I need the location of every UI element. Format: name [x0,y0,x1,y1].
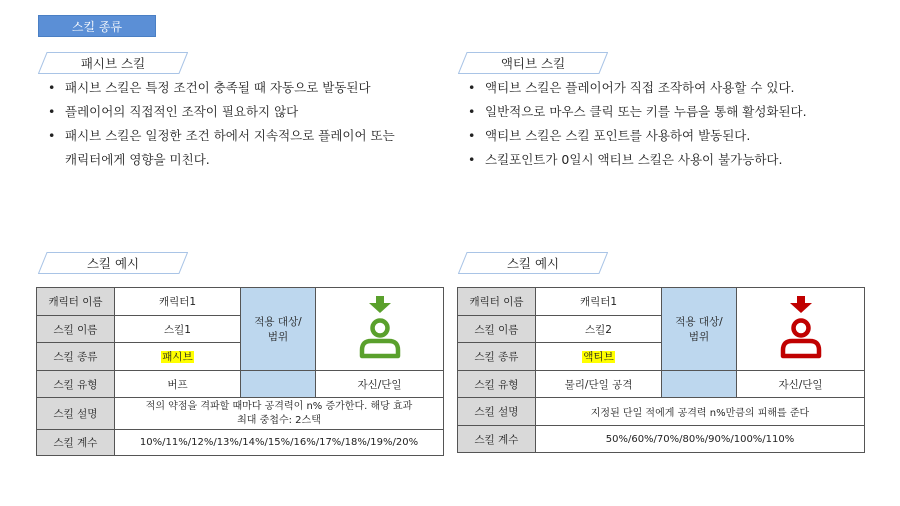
target-label: 적용 대상/ 범위 [241,288,316,371]
skill-kind-cell [115,343,241,371]
bullet-text: 액티브 스킬은 플레이어가 직접 조작하여 사용할 수 있다. [485,80,795,95]
skill-name-label: 스킬 이름 [37,316,115,343]
skill-table-passive [36,287,444,456]
desc-label: 스킬 설명 [458,398,536,426]
desc-label: 스킬 설명 [37,398,115,430]
table-row [458,426,865,453]
passive-bullet-3 [44,124,444,172]
bullet-text-continued: 캐릭터에게 영향을 미친다. [65,152,210,167]
table-row [458,398,865,426]
section-title-tab: 스킬 종류 [38,15,156,37]
target-value: 자신/단일 [737,371,865,398]
table-row [37,371,444,398]
table-row [37,398,444,430]
skill-type-label: 스킬 유형 [458,371,536,398]
table-row [458,371,865,398]
skill-kind-value: 패시브 [162,351,193,363]
coef-value: 50%/60%/70%/80%/90%/100%/110% [536,426,865,453]
skill-kind-value: 액티브 [583,351,614,363]
active-bullet-4 [464,148,884,172]
coef-label: 스킬 계수 [37,430,115,456]
active-bullet-list [464,76,884,172]
char-name-label: 캐릭터 이름 [458,288,536,316]
target-label: 적용 대상/ 범위 [662,288,737,371]
target-value: 자신/단일 [316,371,444,398]
desc-line-2: 최대 중첩수: 2스택 [237,414,321,426]
active-bullet-2 [464,100,884,124]
target-label-blank [662,371,737,398]
skill-type-label: 스킬 유형 [37,371,115,398]
skill-example-header-1 [38,252,188,274]
bullet-text: 일반적으로 마우스 클릭 또는 키를 누름을 통해 활성화된다. [485,104,807,119]
bullet-text: • 패시브 스킬은 일정한 조건 하에서 지속적으로 플레이어 또는 [65,128,395,143]
active-skill-header [458,52,608,74]
coef-label: 스킬 계수 [458,426,536,453]
skill-type-value: 물리/단일 공격 [536,371,662,398]
passive-bullet-1 [44,76,444,100]
skill-example-header-label: 스킬 예시 [86,256,140,271]
skill-table-active [457,287,865,453]
skill-name-value: 스킬1 [115,316,241,343]
char-name-label: 캐릭터 이름 [37,288,115,316]
char-name-value: 캐릭터1 [536,288,662,316]
desc-value: 지정된 단일 적에게 공격력 n%만큼의 피해를 준다 [536,398,865,426]
passive-bullet-2 [44,100,444,124]
active-skill-header-label: 액티브 스킬 [500,56,566,71]
skill-kind-cell [536,343,662,371]
target-label-blank [241,371,316,398]
char-name-value: 캐릭터1 [115,288,241,316]
bullet-text: 플레이어의 직접적인 조작이 필요하지 않다 [65,104,299,119]
skill-name-label: 스킬 이름 [458,316,536,343]
bullet-text: 스킬포인트가 0일시 액티브 스킬은 사용이 불가능하다. [485,152,783,167]
bullet-text: 패시브 스킬은 특정 조건이 충족될 때 자동으로 발동된다 [65,80,371,95]
passive-bullet-list [44,76,444,172]
skill-example-header-2 [458,252,608,274]
skill-icon-cell [316,288,444,371]
bullet-text: 액티브 스킬은 스킬 포인트를 사용하여 발동된다. [485,128,751,143]
table-row [37,288,444,316]
person-arrow-down-icon [771,292,831,364]
skill-kind-label: 스킬 종류 [37,343,115,371]
active-bullet-1 [464,76,884,100]
active-bullet-3 [464,124,884,148]
skill-type-value: 버프 [115,371,241,398]
skill-name-value: 스킬2 [536,316,662,343]
passive-skill-header-label: 패시브 스킬 [80,56,146,71]
person-arrow-down-icon [350,292,410,364]
passive-skill-header [38,52,188,74]
skill-kind-label: 스킬 종류 [458,343,536,371]
desc-value [115,398,444,430]
table-row [458,288,865,316]
desc-line-1: 적의 약점을 격파할 때마다 공격력이 n% 증가한다. 해당 효과 [145,400,413,412]
skill-example-header-label: 스킬 예시 [506,256,560,271]
table-row [37,430,444,456]
coef-value: 10%/11%/12%/13%/14%/15%/16%/17%/18%/19%/20% [115,430,444,456]
skill-icon-cell [737,288,865,371]
